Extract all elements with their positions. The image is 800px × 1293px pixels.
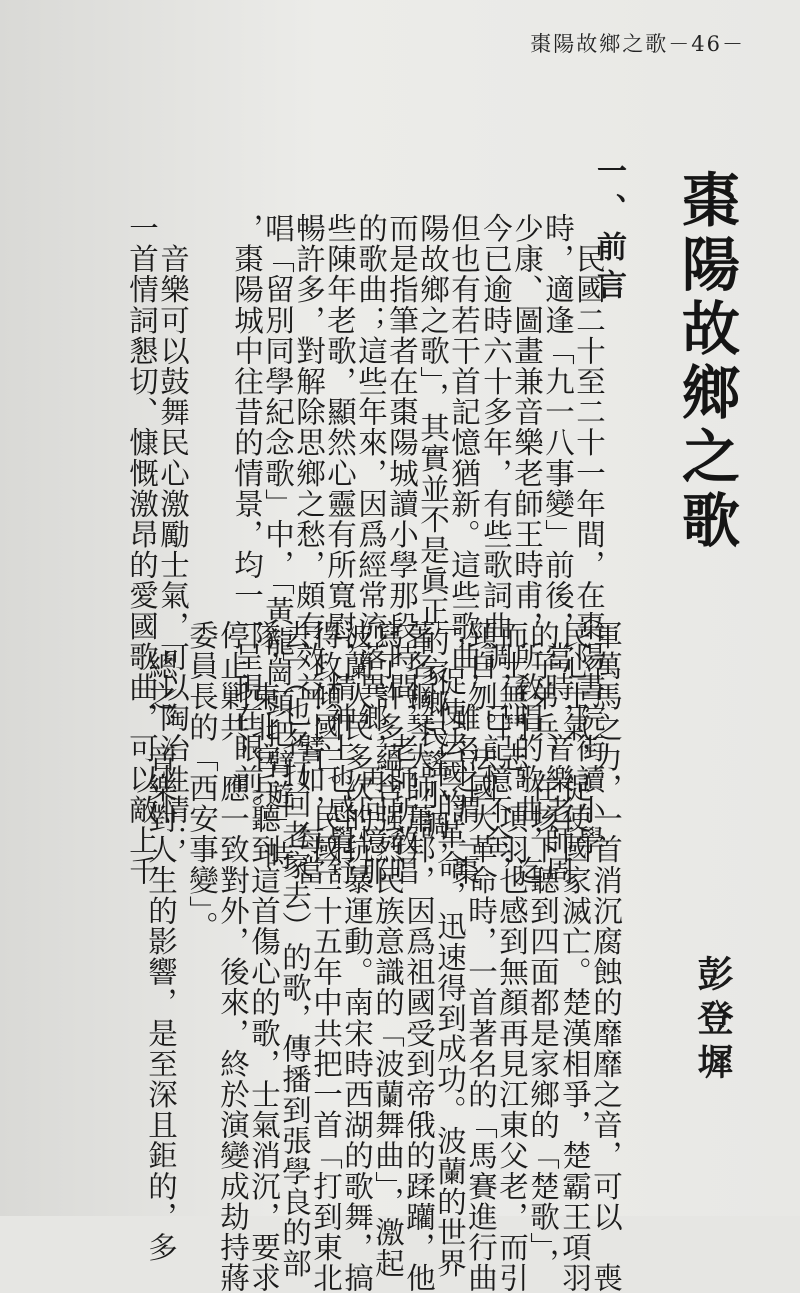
text-column: ，棗陽城中往昔的情景，均一一呈現在眼前。 xyxy=(230,213,264,825)
text-column: 些陳年老歌，顯然心靈有所寬慰，精神上也感覺舒 xyxy=(323,213,357,887)
text-column: 停止剿共，應一致對外，後來，終於演變成劫持蔣 xyxy=(216,620,250,1293)
text-column: 時，適逢「九一八事變」前後，當時，音樂老師周 xyxy=(541,213,575,887)
section-heading: 一、前言 xyxy=(591,155,626,307)
text-column: 隊，東北官兵聽到這首傷心的歌，士氣消沉，要求 xyxy=(247,620,281,1293)
text-column: 民國二十至二十一年間，在棗陽書院街讀小學 xyxy=(572,213,606,856)
text-column: 但也有若干首記憶猶新。這些歌曲，雖名之謂「棗 xyxy=(447,213,481,887)
article-title: 棗陽故鄉之歌 xyxy=(672,170,740,554)
text-column: 軍萬馬之力，一首消沉腐蝕的靡靡之音，可以 喪 xyxy=(589,620,623,1293)
text-column: 」，促使法國的革命，迅速得到成功。波蘭的世界 xyxy=(433,620,467,1279)
text-column: 波蘭人民多次的抗暴運動。南宋時西湖的歌舞，搞 xyxy=(340,620,374,1293)
text-column: 而是指筆者在棗陽城讀小學那段時間，老師所敎唱 xyxy=(385,213,419,887)
text-column: 去」（也名打回老家去）的歌，傳播到張學良的部 xyxy=(278,620,312,1279)
text-column: 總之，音樂對人生的影響，是至深且鉅的，多 xyxy=(144,620,178,1263)
text-column: 音樂可以鼓舞民心激勵士氣，可以陶冶性情； xyxy=(156,213,190,856)
author-name: 彭登墀 xyxy=(692,955,733,1087)
text-column: 頸自刎。法國大革命時，一首著名的「馬賽進行曲 xyxy=(464,620,498,1293)
text-column: 民心士氣，促使國家滅亡。楚漢相爭，楚霸王項羽 xyxy=(558,620,592,1293)
text-column: 的子弟兵，在垓下聽到四面都是家鄉的「楚歌」， xyxy=(526,620,560,1279)
text-column: 暢許多，對解除思鄉之愁，頗有效益；譬如，每當 xyxy=(292,213,326,887)
text-column: 少康、圖畫兼音樂老師王時甫，所敎唱的歌曲，迄 xyxy=(510,213,544,887)
text-column: 而士無鬥志，項羽也感到無顏再見江東父老，而引 xyxy=(495,620,529,1293)
text-column: 的歌曲；這些年來，因爲經常流落異鄉，再回憶那 xyxy=(354,213,388,887)
text-column: 委員長的「西安事變」。 xyxy=(185,620,219,942)
text-column: 得政傾國亡。民國二十五年中共把一首「打到東北 xyxy=(309,620,343,1293)
text-column: 著名鋼琴大師蕭邦，因爲祖國受到帝俄的蹂躪，他 xyxy=(402,620,436,1293)
text-column: 唱「留別同學紀念歌」中，「黃龍崗頭把臂遊」時 xyxy=(261,213,295,872)
running-head: 棗陽故鄉之歌－46－ xyxy=(530,32,745,56)
text-column: 一首情詞懇切、慷慨激昂的愛國歌曲，可以敵上千 xyxy=(125,213,159,887)
text-column: 今已逾時六十多年，有些歌詞曲調，已記憶不全， xyxy=(479,213,513,887)
text-column: 寫了許多蘊含强烈民族意識的「波蘭舞曲」，激起 xyxy=(371,620,405,1279)
text-column: 陽故鄉之歌」，其實並不是眞正的家鄉民謠小調， xyxy=(416,213,450,872)
